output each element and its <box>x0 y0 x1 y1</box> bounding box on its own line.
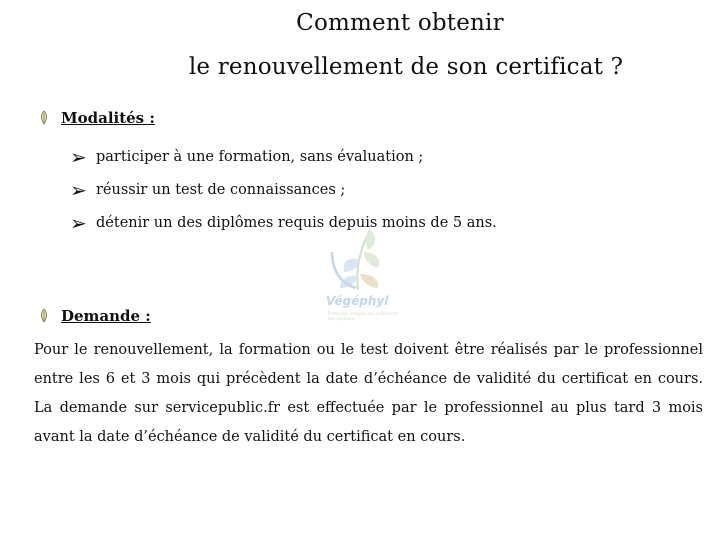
modalites-list <box>70 140 497 239</box>
demande-paragraph: Pour le renouvellement, la formation ou le test doivent être réalisés par le professionnel entre les 6 et 3 mois qui précèdent la date d’échéance de validité du certificat en cours. La demande sur servicepublic.fr est effectuée par le professionnel au plus tard 3 mois avant la date d’échéance de validité du certificat en cours. <box>34 342 703 445</box>
watermark-brand: Végéphyl <box>326 294 389 308</box>
list-item-text: détenir un des diplômes requis depuis moins de 5 ans. <box>96 214 497 231</box>
title-line-1: Comment obtenir <box>296 10 504 36</box>
vegephyl-watermark-logo <box>318 222 408 332</box>
leaf-logo-icon <box>318 222 408 294</box>
leaf-bullet-icon <box>37 308 51 324</box>
list-item <box>70 206 497 239</box>
arrow-bullet-icon: ➢ <box>70 210 87 235</box>
watermark-tagline: Protection intégrée des cultures et des végétaux <box>328 311 398 321</box>
list-item-text: réussir un test de connaissances ; <box>96 181 346 198</box>
modalites-heading-row <box>37 108 155 128</box>
leaf-bullet-icon <box>37 110 51 126</box>
arrow-bullet-icon: ➢ <box>70 144 87 169</box>
list-item <box>70 173 497 206</box>
demande-heading: Demande : <box>61 307 151 325</box>
list-item-text: participer à une formation, sans évaluation ; <box>96 148 424 165</box>
arrow-bullet-icon: ➢ <box>70 177 87 202</box>
list-item <box>70 140 497 173</box>
title-line-2: le renouvellement de son certificat ? <box>188 54 624 80</box>
demande-heading-row <box>37 306 151 326</box>
modalites-heading: Modalités : <box>61 109 155 127</box>
